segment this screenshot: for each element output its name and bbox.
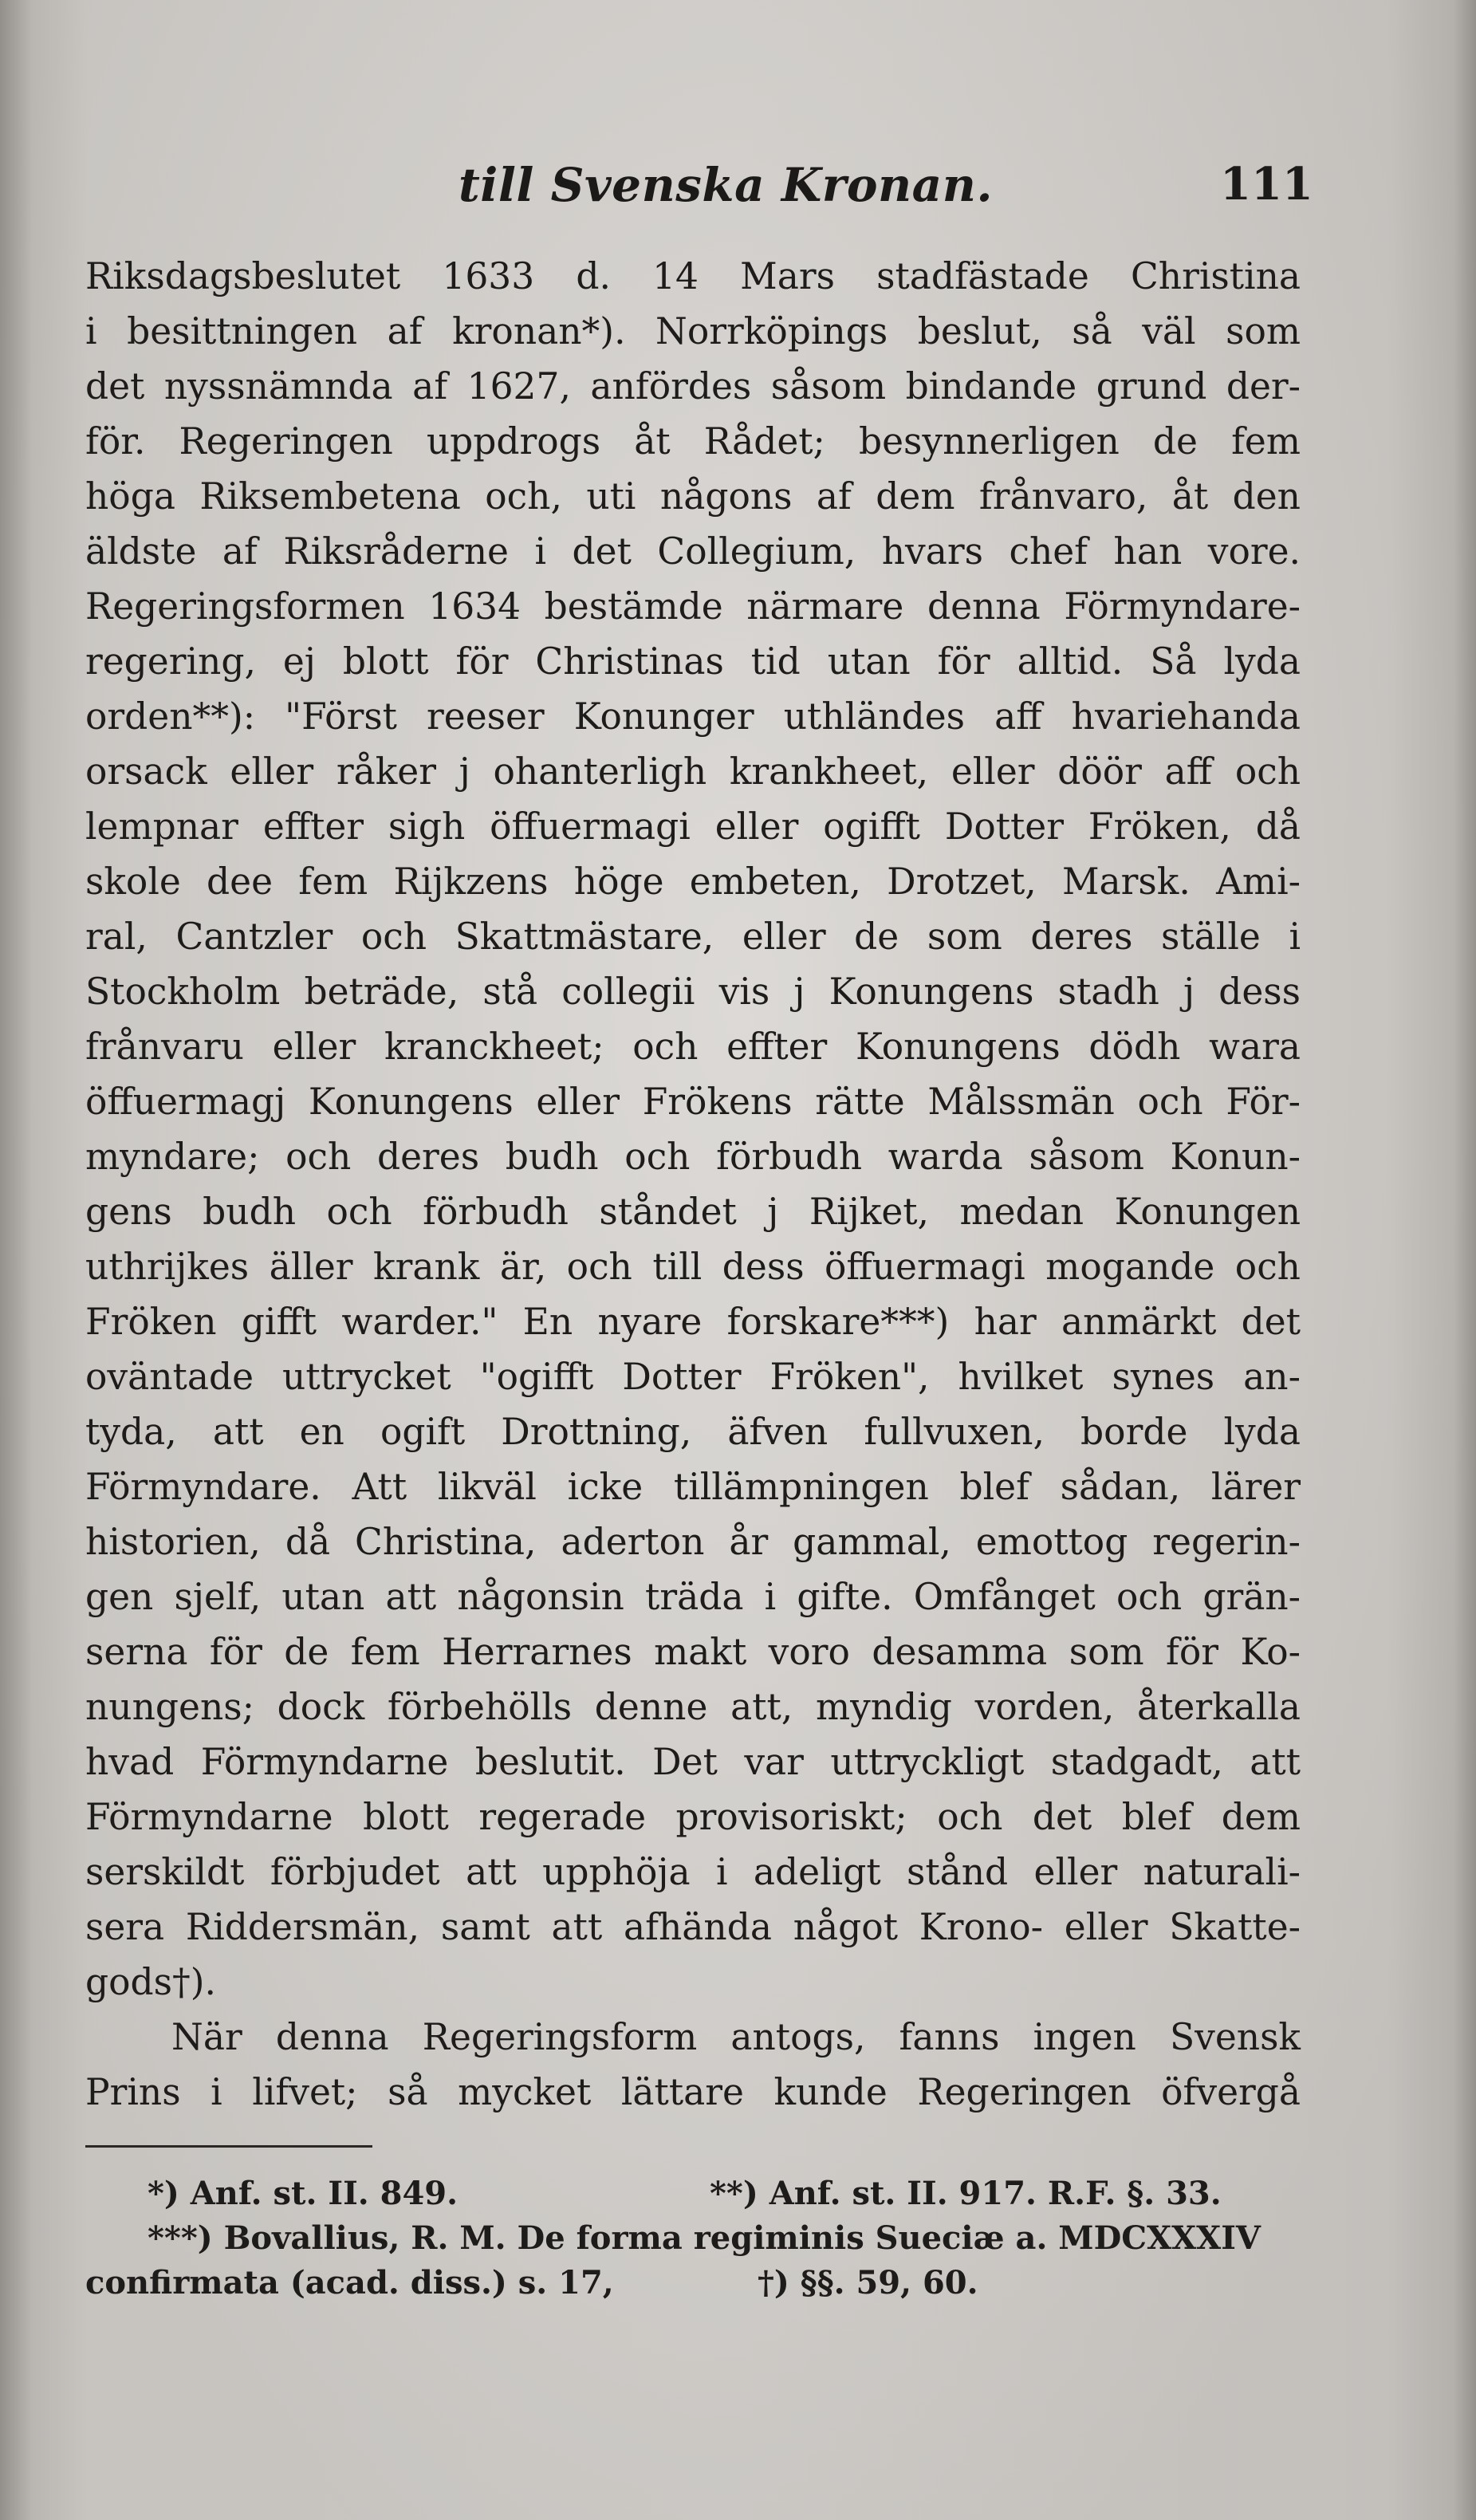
text-line: Riksdagsbeslutet 1633 d. 14 Mars stadfästade Christina (85, 255, 1301, 297)
text-line: gen sjelf, utan att någonsin träda i gifte. Omfånget och grän- (85, 1576, 1301, 1618)
text-line: regering, ej blott för Christinas tid utan för alltid. Så lyda (85, 640, 1301, 683)
footnote: *) Anf. st. II. 849. (148, 2175, 459, 2212)
text-line: Förmyndare. Att likväl icke tillämpningen blef sådan, lärer (85, 1466, 1301, 1508)
text-line: uthrijkes äller krank är, och till dess öffuermagi mogande och (85, 1246, 1301, 1288)
text-line: Fröken gifft warder." En nyare forskare***) har anmärkt det (85, 1301, 1301, 1343)
text-line: myndare; och deres budh och förbudh warda såsom Konun- (85, 1136, 1301, 1178)
text-line: öffuermagj Konungens eller Frökens rätte Målssmän och För- (85, 1081, 1301, 1123)
text-line: höga Riksembetena och, uti någons af dem frånvaro, åt den (85, 475, 1301, 518)
text-line: det nyssnämnda af 1627, anfördes såsom bindande grund der- (85, 365, 1301, 408)
footnote: confirmata (acad. diss.) s. 17, (85, 2264, 614, 2301)
text-line: När denna Regeringsform antogs, fanns ingen Svensk (171, 2016, 1301, 2058)
text-line: för. Regeringen uppdrogs åt Rådet; besynnerligen de fem (85, 420, 1301, 463)
page-edge-shadow (1454, 0, 1476, 2520)
text-line: orden**): "Först reeser Konunger uthländes aff hvariehanda (85, 695, 1301, 738)
text-line: frånvaru eller kranckheet; och effter Konungens dödh wara (85, 1026, 1301, 1068)
footnote: ***) Bovallius, R. M. De forma regiminis Sueciæ a. MDCXXXIV (148, 2219, 1261, 2257)
text-line: lempnar effter sigh öffuermagi eller ogifft Dotter Fröken, då (85, 805, 1301, 848)
text-line: gods†). (85, 1961, 216, 2003)
text-line: tyda, att en ogift Drottning, äfven fullvuxen, borde lyda (85, 1411, 1301, 1453)
footnote: †) §§. 59, 60. (758, 2264, 978, 2301)
text-line: Förmyndarne blott regerade provisoriskt; och det blef dem (85, 1796, 1301, 1838)
running-header-title: till Svenska Kronan. (459, 158, 994, 212)
text-line: oväntade uttrycket "ogifft Dotter Fröken", hvilket synes an- (85, 1356, 1301, 1398)
text-line: orsack eller råker j ohanterligh krankheet, eller döör aff och (85, 750, 1301, 793)
text-line: gens budh och förbudh ståndet j Rijket, medan Konungen (85, 1191, 1301, 1233)
page-gutter-shadow (0, 0, 32, 2520)
text-line: serna för de fem Herrarnes makt voro desamma som för Ko- (85, 1631, 1301, 1673)
text-line: äldste af Riksråderne i det Collegium, hvars chef han vore. (85, 530, 1301, 573)
text-line: skole dee fem Rijkzens höge embeten, Drotzet, Marsk. Ami- (85, 860, 1301, 903)
text-line: historien, då Christina, aderton år gammal, emottog regerin- (85, 1521, 1301, 1563)
text-line: Prins i lifvet; så mycket lättare kunde Regeringen öfvergå (85, 2071, 1301, 2113)
footnote-separator (85, 2145, 372, 2148)
footnote: **) Anf. st. II. 917. R.F. §. 33. (710, 2175, 1222, 2212)
text-line: hvad Förmyndarne beslutit. Det var uttryckligt stadgadt, att (85, 1741, 1301, 1783)
page-number: 111 (1220, 158, 1313, 211)
text-line: ral, Cantzler och Skattmästare, eller de som deres ställe i (85, 915, 1301, 958)
text-line: i besittningen af kronan*). Norrköpings beslut, så väl som (85, 310, 1301, 352)
text-line: nungens; dock förbehölls denne att, myndig vorden, återkalla (85, 1686, 1301, 1728)
text-line: serskildt förbjudet att upphöja i adeligt stånd eller naturali- (85, 1851, 1301, 1893)
text-line: sera Riddersmän, samt att afhända något Krono- eller Skatte- (85, 1906, 1301, 1948)
text-line: Stockholm beträde, stå collegii vis j Konungens stadh j dess (85, 971, 1301, 1013)
text-line: Regeringsformen 1634 bestämde närmare denna Förmyndare- (85, 585, 1301, 628)
